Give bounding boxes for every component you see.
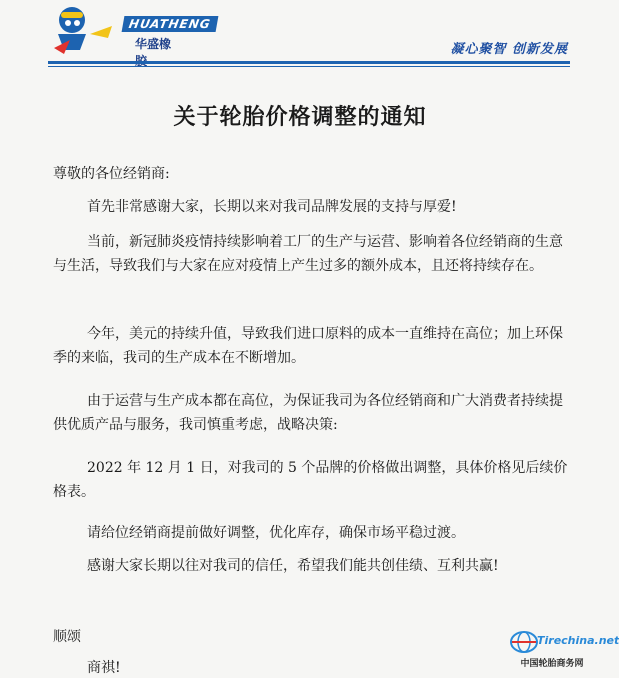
closing-line: 顺颂 [53, 629, 81, 645]
closing-regards: 商祺! [87, 660, 121, 676]
header-rule-thin [48, 66, 570, 67]
paragraph-adjustment: 2022 年 12 月 1 日，对我司的 5 个品牌的价格做出调整，具体价格见后续价格表。 [53, 460, 568, 500]
company-logo [50, 4, 212, 56]
paragraph-usd: 今年，美元的持续升值，导致我们进口原料的成本一直维持在高位；加上环保季的来临，我司的生产成本在不断增加。 [53, 326, 563, 366]
paragraph-gratitude: 感谢大家长期以往对我司的信任，希望我们能共创佳绩、互利共赢! [87, 558, 499, 574]
paragraph-inventory: 请给位经销商提前做好调整，优化库存，确保市场平稳过渡。 [87, 525, 465, 541]
watermark-brand: Tirechina.net [537, 634, 619, 647]
tire-globe-icon [509, 630, 539, 654]
watermark [507, 630, 619, 674]
document-title: 关于轮胎价格调整的通知 [173, 104, 427, 130]
paragraph-pandemic: 当前，新冠肺炎疫情持续影响着工厂的生产与运营、影响着各位经销商的生意与生活，导致我们与大家在应对疫情上产生过多的额外成本，且还将持续存在。 [53, 234, 563, 274]
greeting: 尊敬的各位经销商: [53, 166, 170, 182]
paragraph-decision: 由于运营与生产成本都在高位，为保证我司为各位经销商和广大消费者持续提供优质产品与服务，我司慎重考虑，战略决策: [53, 393, 563, 433]
paragraph-thanks: 首先非常感谢大家，长期以来对我司品牌发展的支持与厚爱! [87, 199, 457, 215]
logo-chinese-name: 华盛橡 [135, 37, 172, 51]
watermark-site-name: 中国轮胎商务网 [520, 659, 584, 669]
header-rule [48, 61, 570, 64]
logo-wordmark: HUATHENG [122, 16, 219, 32]
company-slogan: 凝心聚智 创新发展 [450, 42, 568, 57]
letterhead [0, 0, 600, 70]
mascot-icon [50, 4, 120, 56]
